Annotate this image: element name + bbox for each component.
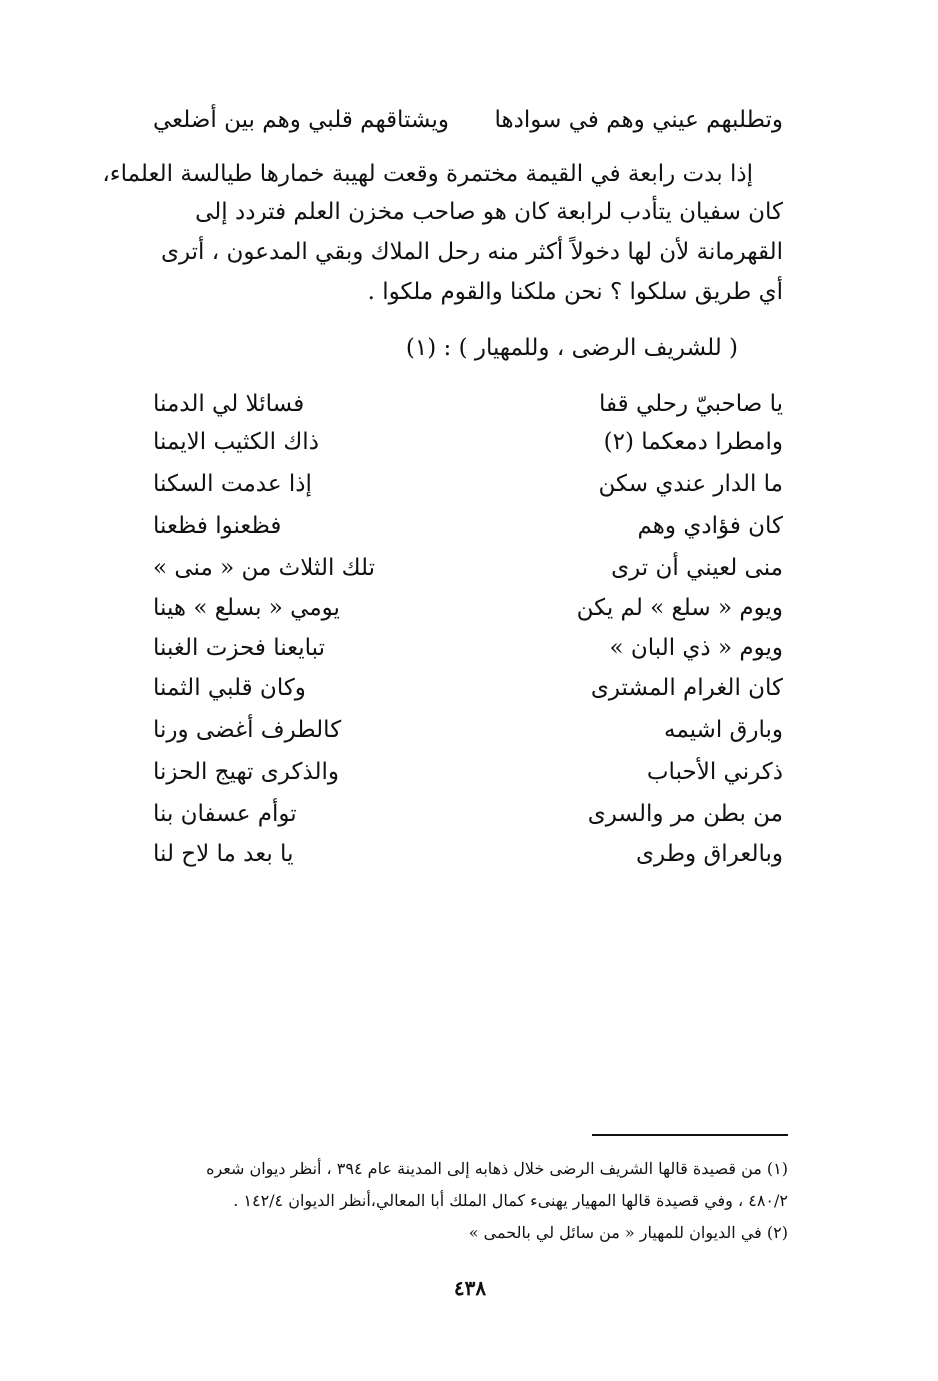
poem-second-hemistich: يومي « بسلع » هينا <box>153 595 340 621</box>
poem-first-hemistich: ذكرني الأحباب <box>646 759 783 785</box>
poem-verse <box>153 838 783 870</box>
intro-verse <box>153 104 783 136</box>
poem-first-hemistich: ما الدار عندي سكن <box>598 471 783 497</box>
poem-first-hemistich: ويوم « سلع » لم يكن <box>576 595 783 621</box>
poem-first-hemistich: كان الغرام المشترى <box>590 675 783 701</box>
page-number: ٤٣٨ <box>453 1276 487 1300</box>
poem-second-hemistich: فسائلا لي الدمنا <box>153 391 305 417</box>
poem-verse <box>153 468 783 500</box>
poem-second-hemistich: إذا عدمت السكنا <box>153 471 312 497</box>
poem-second-hemistich: كالطرف أغضى ورنا <box>153 717 342 743</box>
poem-first-hemistich: من بطن مر والسرى <box>587 801 783 827</box>
poem-second-hemistich: يا بعد ما لاح لنا <box>153 841 294 867</box>
paragraph-line: أي طريق سلكوا ؟ نحن ملكنا والقوم ملكوا . <box>367 279 783 305</box>
poem-first-hemistich: كان فؤادي وهم <box>637 513 783 539</box>
paragraph-line: القهرمانة لأن لها دخولاً أكثر منه رحل الملاك وبقي المدعون ، أترى <box>160 239 783 265</box>
footnote-line: (٢) في الديوان للمهيار « من سائل لي بالحمى » <box>468 1223 788 1242</box>
poem-verse <box>153 798 783 830</box>
paragraph-line: إذا بدت رابعة في القيمة مختمرة وقعت لهيبة خمارها طيالسة العلماء، <box>102 161 753 187</box>
intro-verse-first-hemistich: وتطلبهم عيني وهم في سوادها <box>494 107 783 133</box>
poem-verse <box>153 632 783 664</box>
poem-second-hemistich: وكان قلبي الثمنا <box>153 675 306 701</box>
intro-verse-second-hemistich: ويشتاقهم قلبي وهم بين أضلعي <box>153 107 450 133</box>
poem-verse <box>153 592 783 624</box>
poem-second-hemistich: تبايعنا فحزت الغبنا <box>153 635 325 661</box>
poem-verse <box>153 756 783 788</box>
poem-first-hemistich: وامطرا دمعكما (٢) <box>603 429 783 455</box>
poem-verse <box>153 714 783 746</box>
footnote-separator <box>592 1134 788 1136</box>
poem-verse <box>153 672 783 704</box>
poem-second-hemistich: ذاك الكثيب الايمنا <box>153 429 319 455</box>
poem-second-hemistich: فظعنوا فظعنا <box>153 513 282 539</box>
poem-heading: ( للشريف الرضى ، وللمهيار ) : (١) <box>405 335 738 361</box>
poem-verse <box>153 510 783 542</box>
poem-first-hemistich: ويوم « ذي البان » <box>609 635 783 661</box>
poem-first-hemistich: وبارق اشيمه <box>663 717 783 743</box>
poem-first-hemistich: يا صاحبيّ رحلي قفا <box>599 391 783 417</box>
poem-verse <box>153 552 783 584</box>
poem-second-hemistich: والذكرى تهيج الحزنا <box>153 759 339 785</box>
footnote-line: ٤٨٠/٢ ، وفي قصيدة قالها المهيار يهنىء كمال الملك أبا المعالي،أنظر الديوان ١٤٢/٤ . <box>233 1191 788 1210</box>
poem-verse <box>153 388 783 420</box>
footnote-line: (١) من قصيدة قالها الشريف الرضى خلال ذهابه إلى المدينة عام ٣٩٤ ، أنظر ديوان شعره <box>206 1159 788 1178</box>
poem-first-hemistich: منى لعيني أن ترى <box>611 555 783 581</box>
paragraph-line: كان سفيان يتأدب لرابعة كان هو صاحب مخزن العلم فتردد إلى <box>195 199 783 225</box>
poem-second-hemistich: توأم عسفان بنا <box>153 801 297 827</box>
poem-first-hemistich: وبالعراق وطرى <box>636 841 783 867</box>
poem-second-hemistich: تلك الثلاث من « منى » <box>153 555 376 581</box>
poem-verse <box>153 426 783 458</box>
